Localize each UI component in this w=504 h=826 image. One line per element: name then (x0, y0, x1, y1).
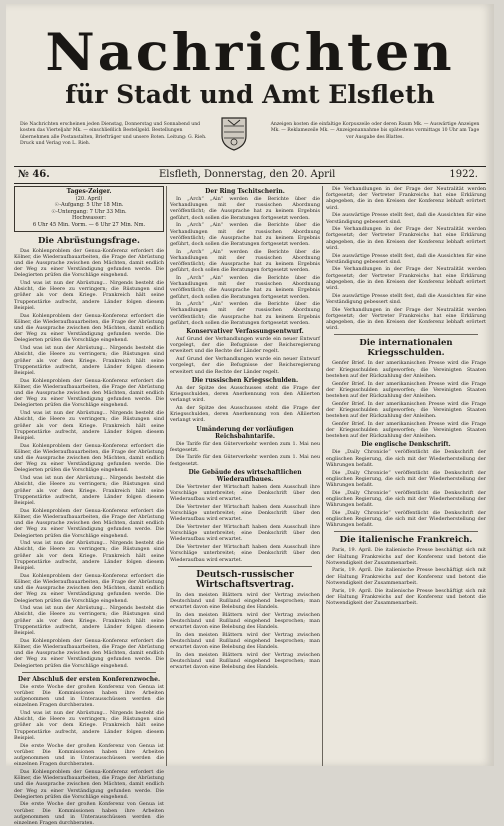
article-paragraph: Die Vertreter der Wirtschaft haben dem Ausschuß ihre Vorschläge unterbreitet; eine Denkschrift über den Wiederaufbau wird erwartet. (170, 483, 320, 503)
article-paragraph: Die Vertreter der Wirtschaft haben dem Ausschuß ihre Vorschläge unterbreitet; eine Denkschrift über den Wiederaufbau wird erwartet. (170, 524, 320, 543)
article-heading: Die Abrüstungsfrage. (38, 235, 140, 246)
article-paragraph: Genfer Brief. In der amerikanischen Presse wird die Frage der Kriegsschulden aufgeworfen; die Vereinigten Staaten bestehen auf der Rückzahlung der Anleihen. (326, 420, 486, 440)
issue-bar (14, 166, 486, 184)
article-paragraph: Die „Daily Chronicle“ veröffentlicht die Denkschrift der englischen Regierung, die sich mit der Wiederherstellung der Währungen befaßt. (326, 489, 486, 509)
newspaper-page (6, 4, 494, 826)
article-paragraph: In „Arch“ „Ain“ werden die Berichte über die Verhandlungen mit der russischen Abordnung veröffentlicht; die Aussprache hat zu keinem Ergebnis geführt, doch sollen die Beratungen fortgesetzt werden. (170, 274, 320, 300)
article-paragraph: Die erste Woche der großen Konferenz von Genua ist vorüber. Die Kommissionen haben ihre Arbeiten aufgenommen und in Unterausschüssen werden die einzelnen Fragen durchberaten. (14, 683, 164, 709)
daily-info-line: Hochwasser: (71, 215, 107, 222)
article-paragraph: Die Verhandlungen in der Frage der Neutralität werden fortgesetzt; der Vertreter Frankreichs hat eine Erklärung abgegeben, die in den Kreisen der Konferenz lebhaft erörtert wird. (326, 226, 486, 251)
column-3 (326, 186, 486, 766)
article-paragraph: Die Verhandlungen in der Frage der Neutralität werden fortgesetzt; der Vertreter Frankreichs hat eine Erklärung abgegeben, die in den Kreisen der Konferenz lebhaft erörtert wird. (326, 266, 486, 292)
article-paragraph: Paris, 19. April. Die italienische Presse beschäftigt sich mit der Haltung Frankreichs auf der Konferenz und betont die Notwendigkeit der Zusammenarbeit. (326, 567, 486, 586)
article-paragraph: Genfer Brief. In der amerikanischen Presse wird die Frage der Kriegsschulden aufgeworfen; die Vereinigten Staaten bestehen auf der Rückzahlung der Anleihen. (326, 380, 486, 399)
article-paragraph: Die erste Woche der großen Konferenz von Genua ist vorüber. Die Kommissionen haben ihre Arbeiten aufgenommen und in Unterausschüssen werden die einzelnen Fragen durchberaten. (14, 742, 164, 768)
article-paragraph: Das Kohlenproblem der Genua-Konferenz erfordert die Kölner, die Wiederaufbauarbeiten, die Frage der Abrüstung und die Aussprache zwischen den Mächten, damit endlich der Weg zu einer Verständigung gefunden werde. Die Delegierten prüfen die Vorschläge eingehend. (14, 507, 164, 539)
article-paragraph: An der Spitze des Ausschusses steht die Frage der Kriegsschulden, deren Anerkennung von den Alliierten verlangt wird. (170, 404, 320, 424)
article-paragraph: Das Kohlenproblem der Genua-Konferenz erfordert die Kölner, die Wiederaufbauarbeiten, die Frage der Abrüstung und die Aussprache zwischen den Mächten, damit endlich der Weg zu einer Verständigung gefunden werde. Die Delegierten prüfen die Vorschläge eingehend. (14, 572, 164, 604)
masthead (6, 22, 494, 110)
article-paragraph: Die auswärtige Presse stellt fest, daß die Aussichten für eine Verständigung gebessert sind. (326, 292, 486, 305)
advertising-info: Anzeigen kosten die einfaltige Korpuszeile oder deren Raum Mk. — Auswärtige Anzeigen Mk. — Reklamezeile Mk. — Anzeigenannahme bis spätestens vormittags 10 Uhr am Tage vor Ausgabe des Blattes. (270, 122, 480, 140)
issue-date: Elsfleth, Donnerstag, den 20. April (159, 169, 336, 180)
article-paragraph: Und was ist nun der Abrüstung... Nirgends besteht die Absicht, die Heere zu verringern; die Rüstungen sind größer als vor dem Kriege. Frankreich hält seine Truppenstärke aufrecht, andere Länder folgen diesem Beispiel. (14, 475, 164, 506)
article-heading: Die Gebäude des wirtschaftlichen Wiederaufbaues. (188, 468, 302, 483)
article-paragraph: Das Kohlenproblem der Genua-Konferenz erfordert die Kölner, die Wiederaufbauarbeiten, die Frage der Abrüstung und die Aussprache zwischen den Mächten, damit endlich der Weg zu einer Verständigung gefunden werde. Die Delegierten prüfen die Vorschläge eingehend. (14, 312, 164, 344)
column-rule (166, 186, 167, 766)
article-paragraph: Genfer Brief. In der amerikanischen Presse wird die Frage der Kriegsschulden aufgeworfen; die Vereinigten Staaten bestehen auf der Rückzahlung der Anleihen. (326, 360, 486, 379)
newspaper-subtitle: für Stadt und Amt Elsfleth (65, 80, 435, 109)
article-paragraph: In den meisten Blättern wird der Vertrag zwischen Deutschland und Rußland eingehend besprochen; man erwartet davon eine Belebung des Handels. (170, 591, 320, 611)
article-paragraph: Die Tarife für den Güterverkehr werden zum 1. Mai neu festgesetzt. (170, 454, 320, 467)
column-1 (14, 186, 164, 826)
article-paragraph: Die auswärtige Presse stellt fest, daß die Aussichten für eine Verständigung gebessert sind. (326, 252, 486, 265)
article-heading: Die englische Denkschrift. (361, 441, 451, 449)
newspaper-title: Nachrichten (45, 21, 455, 83)
article-paragraph: Die Verhandlungen in der Frage der Neutralität werden fortgesetzt; der Vertreter Frankreichs hat eine Erklärung abgegeben, die in den Kreisen der Konferenz lebhaft erörtert wird. (326, 186, 486, 211)
daily-info-title: Tages-Zeiger. (66, 188, 112, 195)
article-paragraph: In „Arch“ „Ain“ werden die Berichte über die Verhandlungen mit der russischen Abordnung veröffentlicht; die Aussprache hat zu keinem Ergebnis geführt, doch sollen die Beratungen fortgesetzt werden. (170, 301, 320, 326)
article-paragraph: Die Vertreter der Wirtschaft haben dem Ausschuß ihre Vorschläge unterbreitet; eine Denkschrift über den Wiederaufbau wird erwartet. (170, 544, 320, 563)
article-paragraph: Paris, 19. April. Die italienische Presse beschäftigt sich mit der Haltung Frankreichs auf der Konferenz und betont die Notwendigkeit der Zusammenarbeit. (326, 547, 486, 566)
article-paragraph: In „Arch“ „Ain“ werden die Berichte über die Verhandlungen mit der russischen Abordnung veröffentlicht; die Aussprache hat zu keinem Ergebnis geführt, doch sollen die Beratungen fortgesetzt werden. (170, 222, 320, 247)
daily-info-box (14, 186, 164, 232)
article-paragraph: Die Vertreter der Wirtschaft haben dem Ausschuß ihre Vorschläge unterbreitet; eine Denkschrift über den Wiederaufbau wird erwartet. (170, 503, 320, 523)
article-heading: Konservativer Verfassungsentwurf. (186, 328, 304, 336)
article-paragraph: Paris, 19. April. Die italienische Presse beschäftigt sich mit der Haltung Frankreichs auf der Konferenz und betont die Notwendigkeit der Zusammenarbeit. (326, 587, 486, 606)
article-paragraph: In den meisten Blättern wird der Vertrag zwischen Deutschland und Rußland eingehend besprochen; man erwartet davon eine Belebung des Handels. (170, 631, 320, 651)
article-paragraph: Die „Daily Chronicle“ veröffentlicht die Denkschrift der englischen Regierung, die sich mit der Wiederherstellung der Währungen befaßt. (326, 509, 486, 529)
article-heading: Die italienische Frankreich. (339, 535, 473, 546)
column-rule (322, 186, 323, 766)
article-paragraph: In den meisten Blättern wird der Vertrag zwischen Deutschland und Rußland eingehend besprochen; man erwartet davon eine Belebung des Handels. (170, 611, 320, 631)
article-paragraph: Die „Daily Chronicle“ veröffentlicht die Denkschrift der englischen Regierung, die sich mit der Wiederherstellung der Währungen befaßt. (326, 469, 486, 488)
issue-number: № 46. (18, 169, 50, 180)
article-heading: Umänderung der vorläufigen Reichsbahntarife. (196, 425, 294, 440)
article-paragraph: Das Kohlenproblem der Genua-Konferenz erfordert die Kölner, die Wiederaufbauarbeiten, die Frage der Abrüstung und die Aussprache zwischen den Mächten, damit endlich der Weg zu einer Verständigung gefunden werde. Die Delegierten prüfen die Vorschläge eingehend. (14, 637, 164, 669)
article-heading: Der Ring Tschitscherin. (205, 188, 285, 195)
article-paragraph: Das Kohlenproblem der Genua-Konferenz erfordert die Kölner, die Wiederaufbauarbeiten, die Frage der Abrüstung und die Aussprache zwischen den Mächten, damit endlich der Weg zu einer Verständigung gefunden werde. Die Delegierten prüfen die Vorschläge eingehend. (14, 247, 164, 279)
article-paragraph: Und was ist nun der Abrüstung... Nirgends besteht die Absicht, die Heere zu verringern; die Rüstungen sind größer als vor dem Kriege. Frankreich hält seine Truppenstärke aufrecht, andere Länder folgen diesem Beispiel. (14, 605, 164, 637)
daily-info-line: ☉-Untergang: 7 Uhr 33 Min. (51, 208, 127, 215)
article-heading: Die internationalen Kriegsschulden. (359, 338, 453, 359)
article-paragraph: Auf Grund der Verhandlungen wurde ein neuer Entwurf vorgelegt, der die Befugnisse der Reichsregierung erweitert und die Rechte der Länder regelt. (170, 336, 320, 355)
article-paragraph: Und was ist nun der Abrüstung... Nirgends besteht die Absicht, die Heere zu verringern; die Rüstungen sind größer als vor dem Kriege. Frankreich hält seine Truppenstärke aufrecht, andere Länder folgen diesem Beispiel. (14, 710, 164, 741)
article-paragraph: Die „Daily Chronicle“ veröffentlicht die Denkschrift der englischen Regierung, die sich mit der Wiederherstellung der Währungen befaßt. (326, 449, 486, 468)
article-paragraph: Die auswärtige Presse stellt fest, daß die Aussichten für eine Verständigung gebessert sind. (326, 212, 486, 225)
daily-info-line: 6 Uhr 45 Min. Vorm. — 6 Uhr 27 Min. Nm. (32, 221, 146, 228)
divider (178, 566, 312, 567)
article-paragraph: Das Kohlenproblem der Genua-Konferenz erfordert die Kölner, die Wiederaufbauarbeiten, die Frage der Abrüstung und die Aussprache zwischen den Mächten, damit endlich der Weg zu einer Verständigung gefunden werde. Die Delegierten prüfen die Vorschläge eingehend. (14, 768, 164, 800)
article-paragraph: Und was ist nun der Abrüstung... Nirgends besteht die Absicht, die Heere zu verringern; die Rüstungen sind größer als vor dem Kriege. Frankreich hält seine Truppenstärke aufrecht, andere Länder folgen diesem Beispiel. (14, 280, 164, 311)
divider (22, 672, 156, 673)
article-paragraph: In „Arch“ „Ain“ werden die Berichte über die Verhandlungen mit der russischen Abordnung veröffentlicht; die Aussprache hat zu keinem Ergebnis geführt, doch sollen die Beratungen fortgesetzt werden. (170, 248, 320, 274)
divider (334, 334, 478, 335)
article-paragraph: In „Arch“ „Ain“ werden die Berichte über die Verhandlungen mit der russischen Abordnung veröffentlicht; die Aussprache hat zu keinem Ergebnis geführt, doch sollen die Beratungen fortgesetzt werden. (170, 196, 320, 221)
article-paragraph: Genfer Brief. In der amerikanischen Presse wird die Frage der Kriegsschulden aufgeworfen; die Vereinigten Staaten bestehen auf der Rückzahlung der Anleihen. (326, 400, 486, 420)
article-paragraph: Auf Grund der Verhandlungen wurde ein neuer Entwurf vorgelegt, der die Befugnisse der Reichsregierung erweitert und die Rechte der Länder regelt. (170, 356, 320, 375)
article-heading: Deutsch-russischer Wirtschaftsvertrag. (195, 569, 295, 590)
divider (334, 531, 478, 532)
column-2 (170, 186, 320, 766)
article-paragraph: Und was ist nun der Abrüstung... Nirgends besteht die Absicht, die Heere zu verringern; die Rüstungen sind größer als vor dem Kriege. Frankreich hält seine Truppenstärke aufrecht, andere Länder folgen diesem Beispiel. (14, 345, 164, 376)
article-heading: Der Abschluß der ersten Konferenzwoche. (17, 675, 161, 683)
article-heading: Die russischen Kriegsschulden. (191, 376, 299, 384)
article-paragraph: Das Kohlenproblem der Genua-Konferenz erfordert die Kölner, die Wiederaufbauarbeiten, die Frage der Abrüstung und die Aussprache zwischen den Mächten, damit endlich der Weg zu einer Verständigung gefunden werde. Die Delegierten prüfen die Vorschläge eingehend. (14, 442, 164, 474)
article-paragraph: Die Verhandlungen in der Frage der Neutralität werden fortgesetzt; der Vertreter Frankreichs hat eine Erklärung abgegeben, die in den Kreisen der Konferenz lebhaft erörtert wird. (326, 306, 486, 332)
article-paragraph: Die Tarife für den Güterverkehr werden zum 1. Mai neu festgesetzt. (170, 440, 320, 453)
article-paragraph: In den meisten Blättern wird der Vertrag zwischen Deutschland und Rußland eingehend besprochen; man erwartet davon eine Belebung des Handels. (170, 652, 320, 671)
article-paragraph: Das Kohlenproblem der Genua-Konferenz erfordert die Kölner, die Wiederaufbauarbeiten, die Frage der Abrüstung und die Aussprache zwischen den Mächten, damit endlich der Weg zu einer Verständigung gefunden werde. Die Delegierten prüfen die Vorschläge eingehend. (14, 377, 164, 409)
article-paragraph: Und was ist nun der Abrüstung... Nirgends besteht die Absicht, die Heere zu verringern; die Rüstungen sind größer als vor dem Kriege. Frankreich hält seine Truppenstärke aufrecht, andere Länder folgen diesem Beispiel. (14, 410, 164, 441)
daily-info-line: ☉-Aufgang: 5 Uhr 18 Min. (54, 202, 124, 209)
subscription-info: Die Nachrichten erscheinen jeden Dienstag, Donnerstag und Sonnabend und kosten das Vierteljahr Mk. — einschließlich Bestellgeld. Bestellungen übernehmen alle Postanstalten, Briefträger und unsere Boten. Leitung: G. Rieh. Druck und Verlag von L. Rieh. (20, 122, 207, 147)
article-paragraph: An der Spitze des Ausschusses steht die Frage der Kriegsschulden, deren Anerkennung von den Alliierten verlangt wird. (170, 384, 320, 404)
issue-year: 1922. (449, 169, 478, 180)
article-paragraph: Und was ist nun der Abrüstung... Nirgends besteht die Absicht, die Heere zu verringern; die Rüstungen sind größer als vor dem Kriege. Frankreich hält seine Truppenstärke aufrecht, andere Länder folgen diesem Beispiel. (14, 540, 164, 572)
article-paragraph: Die erste Woche der großen Konferenz von Genua ist vorüber. Die Kommissionen haben ihre Arbeiten aufgenommen und in Unterausschüssen werden die einzelnen Fragen durchberaten. (14, 801, 164, 826)
daily-info-line: (20. April) (75, 195, 103, 202)
coat-of-arms-icon (220, 116, 248, 152)
